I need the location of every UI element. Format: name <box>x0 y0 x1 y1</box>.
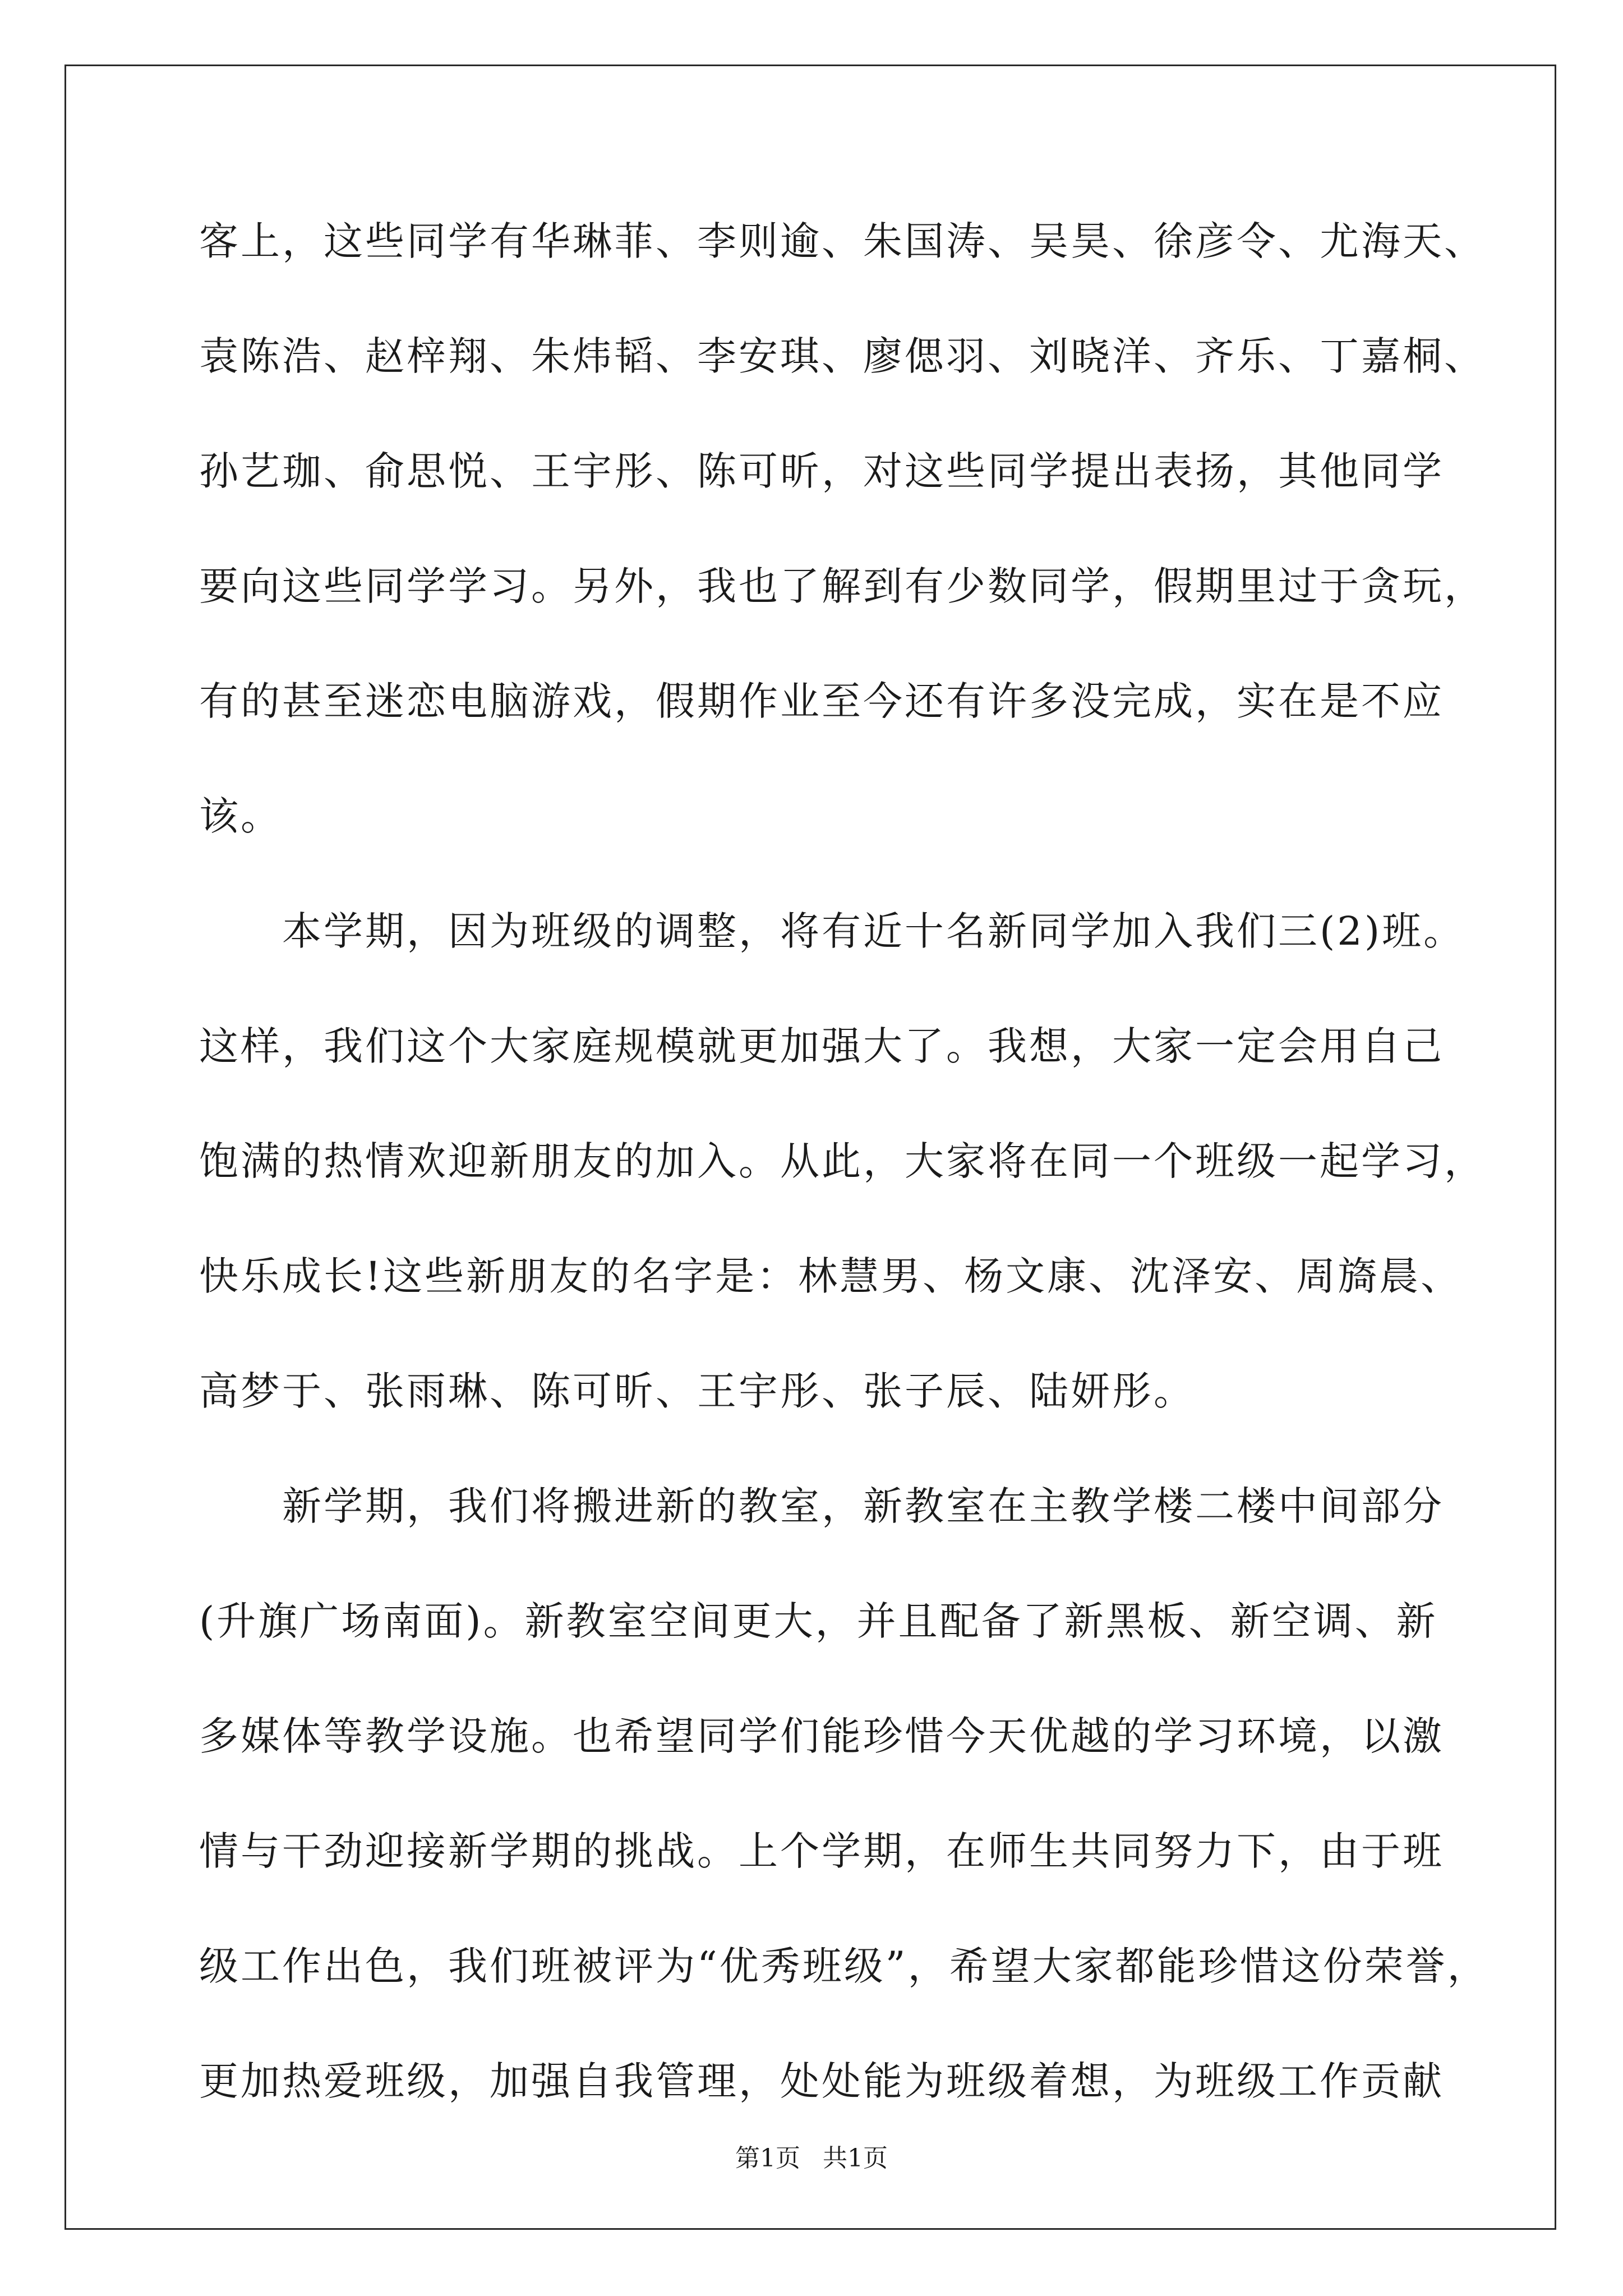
page-footer <box>0 2142 1623 2175</box>
text-line: 更加热爱班级，加强自我管理，处处能为班级着想，为班级工作贡献 <box>199 2058 1444 2104</box>
text-line: 多媒体等教学设施。也希望同学们能珍惜今天优越的学习环境，以激 <box>199 1713 1444 1759</box>
text-line: (升旗广场南面)。新教室空间更大，并且配备了新黑板、新空调、新 <box>199 1598 1438 1644</box>
text-line: 级工作出色，我们班被评为“优秀班级”，希望大家都能珍惜这份荣誉， <box>199 1943 1489 1989</box>
text-line: 要向这些同学学习。另外，我也了解到有少数同学，假期里过于贪玩， <box>199 563 1486 609</box>
text-line: 快乐成长!这些新朋友的名字是：林慧男、杨文康、沈泽安、周旖晨、 <box>199 1253 1463 1299</box>
text-line: 孙艺珈、俞思悦、王宇彤、陈可昕，对这些同学提出表扬，其他同学 <box>199 448 1444 494</box>
text-line: 该。 <box>199 793 282 839</box>
text-line: 客上，这些同学有华琳菲、李则逾、朱国涛、吴昊、徐彦令、尤海天、 <box>199 218 1486 264</box>
text-line: 本学期，因为班级的调整，将有近十名新同学加入我们三(2)班。 <box>199 908 1465 954</box>
text-line: 高梦于、张雨琳、陈可昕、王宇彤、张子辰、陆妍彤。 <box>199 1368 1195 1414</box>
text-line: 有的甚至迷恋电脑游戏，假期作业至今还有许多没完成，实在是不应 <box>199 678 1444 724</box>
text-line: 这样，我们这个大家庭规模就更加强大了。我想，大家一定会用自己 <box>199 1023 1444 1069</box>
text-line: 新学期，我们将搬进新的教室，新教室在主教学楼二楼中间部分 <box>199 1483 1444 1529</box>
text-line: 袁陈浩、赵梓翔、朱炜韬、李安琪、廖偲羽、刘晓洋、齐乐、丁嘉桐、 <box>199 333 1486 379</box>
page-number: 第1页 <box>735 2144 800 2173</box>
text-line: 情与干劲迎接新学期的挑战。上个学期，在师生共同努力下，由于班 <box>199 1828 1444 1874</box>
page-total: 共1页 <box>823 2144 888 2173</box>
text-line: 饱满的热情欢迎新朋友的加入。从此，大家将在同一个班级一起学习， <box>199 1138 1486 1184</box>
